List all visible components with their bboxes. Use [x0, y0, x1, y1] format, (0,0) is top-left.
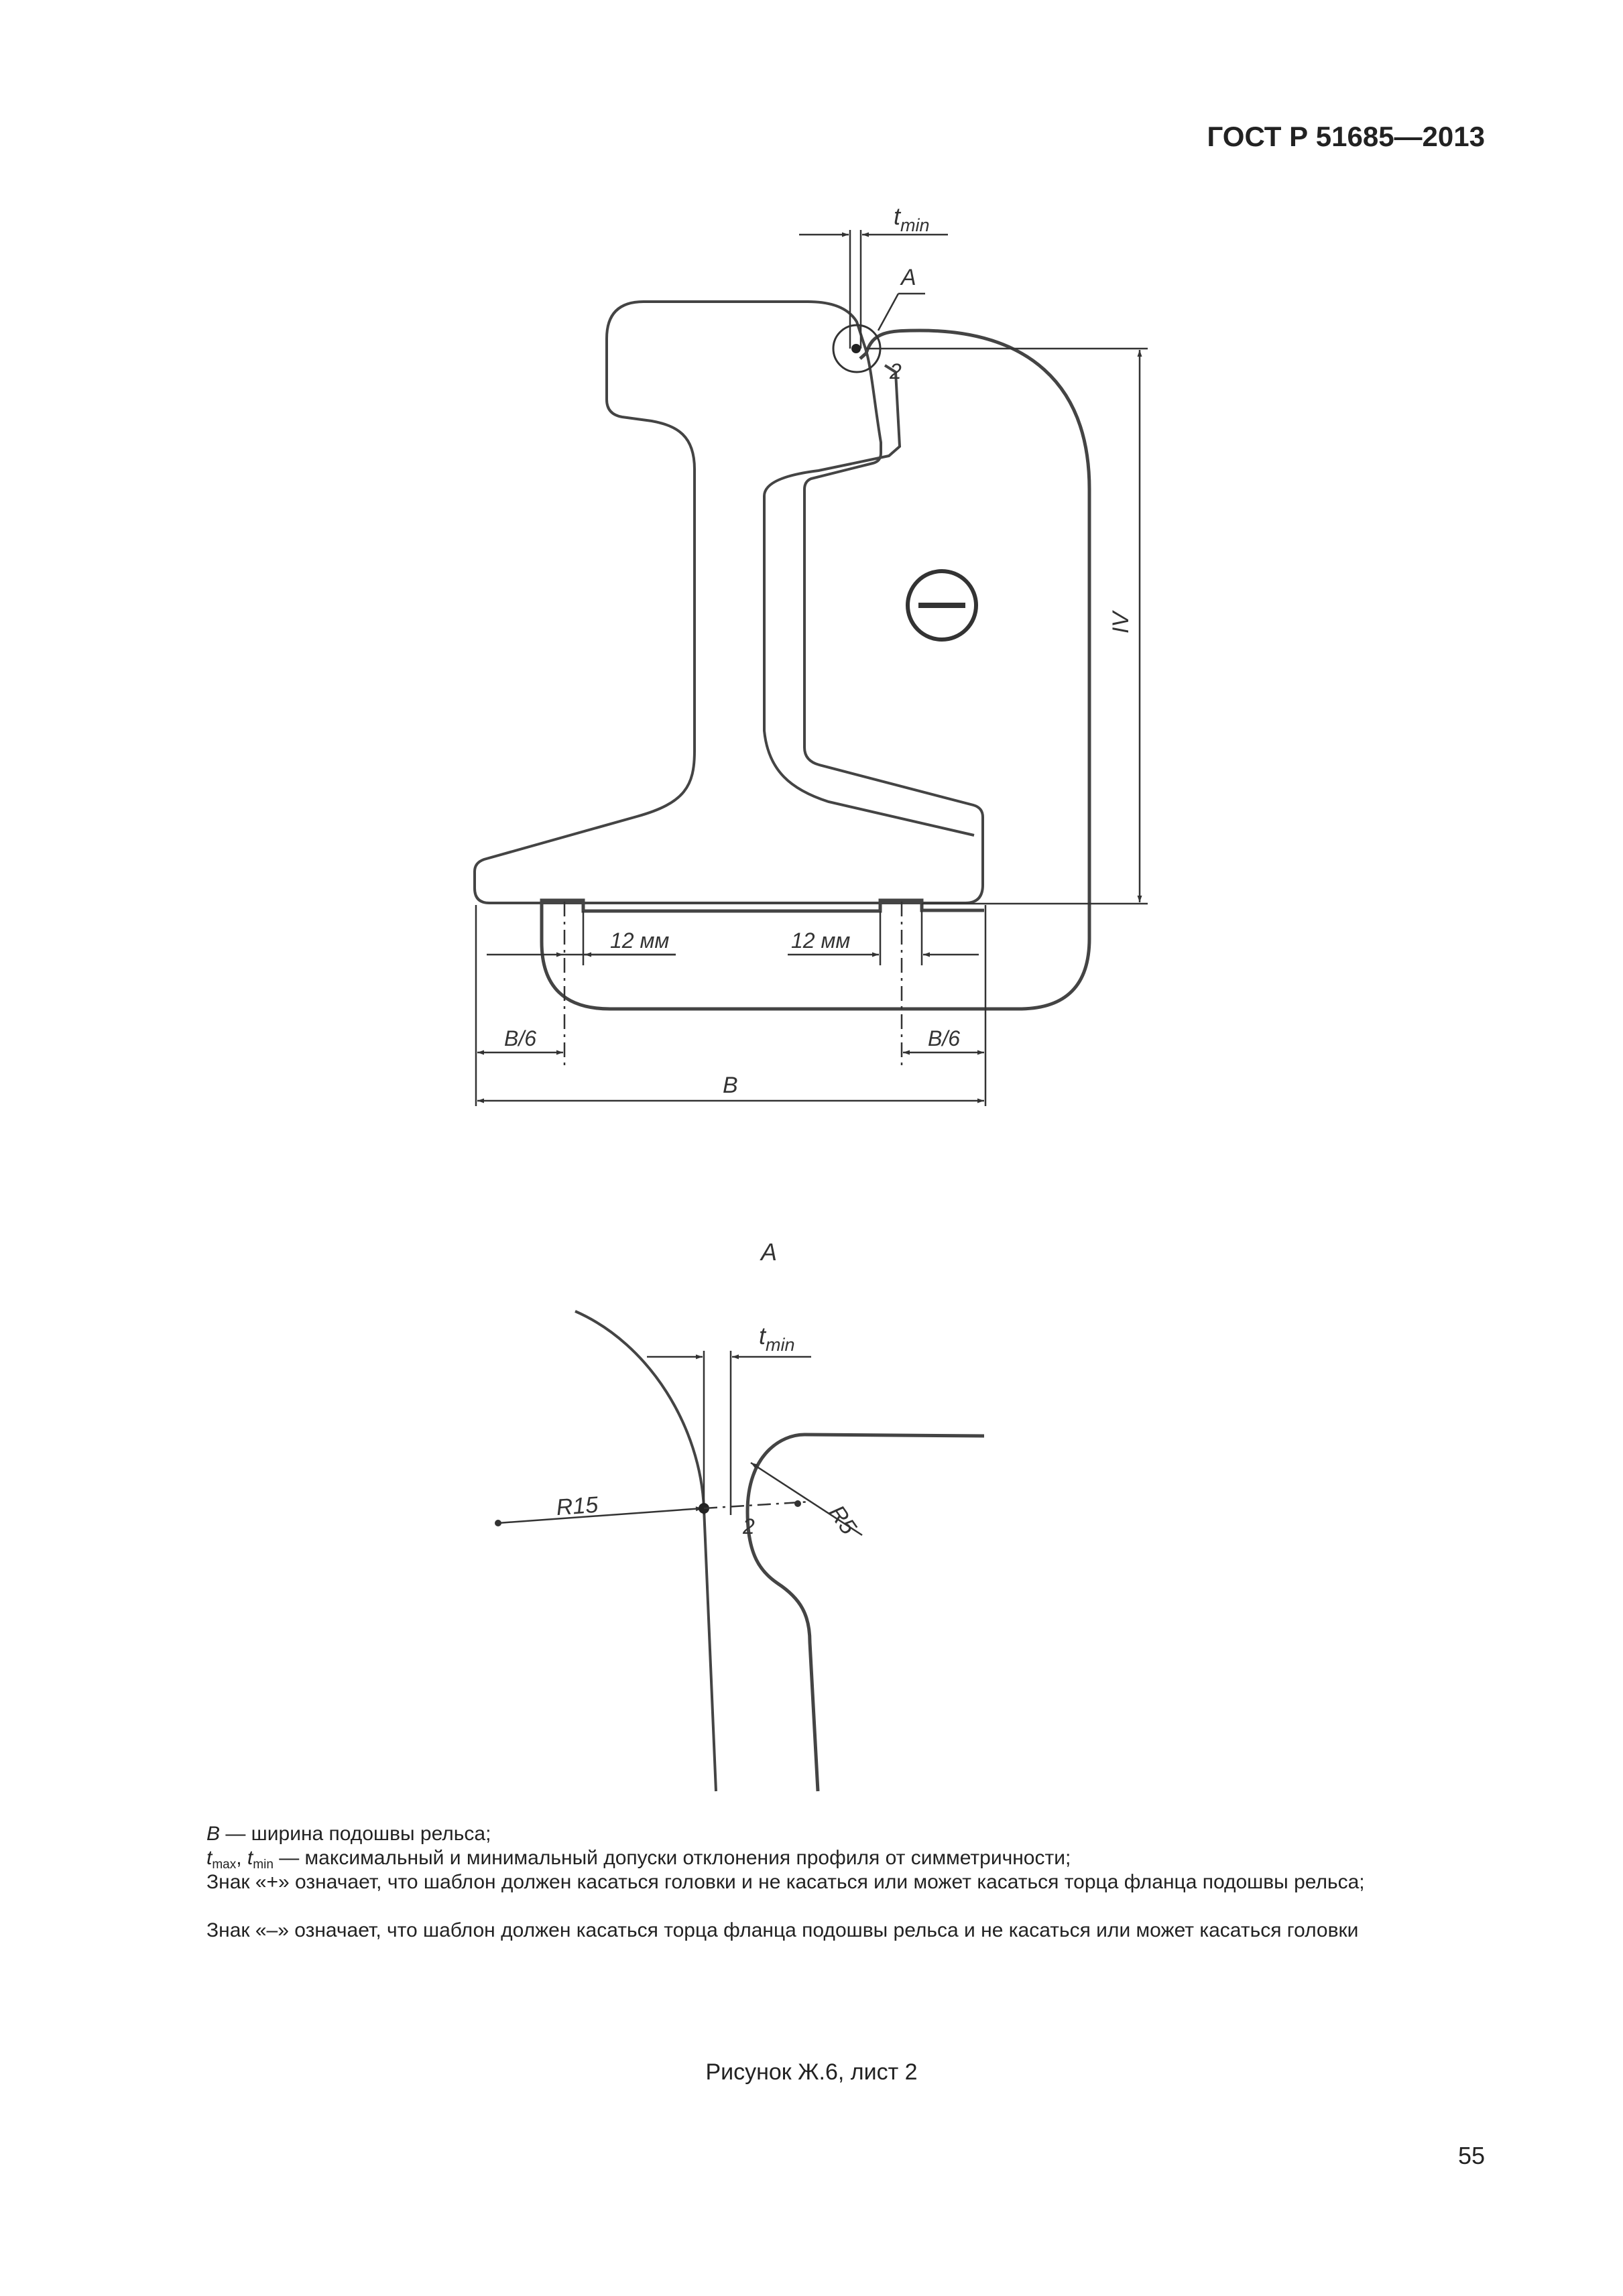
dim-12mm-right: 12 мм: [791, 928, 851, 953]
t-min-label: $t_{min}$: [894, 202, 930, 235]
legend-line-b: B — ширина подошвы рельса;: [206, 1823, 491, 1845]
r15-label: R15: [555, 1492, 599, 1521]
detail-ref-label: A: [901, 265, 916, 290]
figure-caption: Рисунок Ж.6, лист 2: [705, 2059, 918, 2085]
rail-web-outline: [764, 365, 974, 835]
detail-point-2-label: 2: [743, 1514, 755, 1538]
dim-12mm-left: 12 мм: [610, 928, 670, 953]
b6-right-label: B/6: [928, 1026, 961, 1050]
r5-curve: [747, 1435, 984, 1791]
point-2-label: 2: [890, 359, 902, 383]
detail-t-min-label: $t_{min}$: [759, 1322, 795, 1355]
iv-label: IV: [1108, 611, 1134, 633]
r15-curve: [575, 1311, 716, 1791]
b-label: B: [723, 1073, 738, 1098]
legend: [206, 1822, 1474, 1943]
legend-line-minus: Знак «–» означает, что шаблон должен касаться торца фланца подошвы рельса и не касаться или может касаться головки: [206, 1919, 1359, 1941]
detail-title: A: [761, 1238, 778, 1266]
legend-line-t: $t_{max}$, $t_{min}$ — максимальный и минимальный допуски отклонения профиля от симметричности;: [206, 1847, 1071, 1872]
r5-label: R5: [823, 1500, 861, 1539]
b6-left-label: B/6: [504, 1026, 537, 1050]
page-number: 55: [1457, 2142, 1485, 2169]
template-outline: [542, 330, 1089, 1009]
standard-header: ГОСТ Р 51685—2013: [1207, 121, 1485, 152]
legend-line-plus: Знак «+» означает, что шаблон должен касаться головки и не касаться или может касаться торца фланца подошвы рельса;: [206, 1871, 1365, 1893]
